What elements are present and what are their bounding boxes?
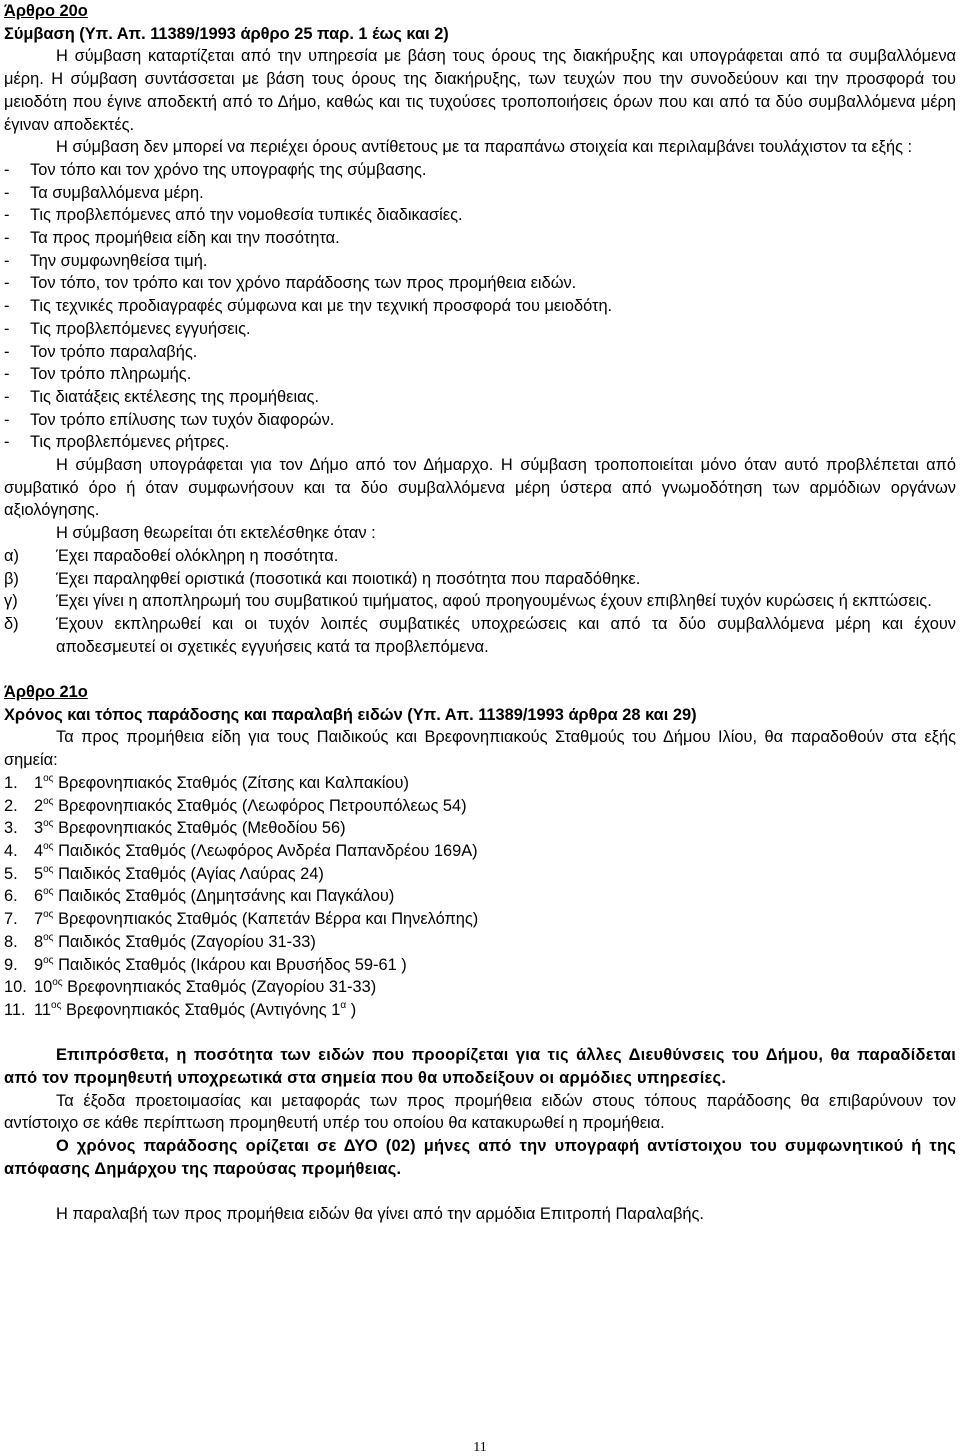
- dash-marker: -: [4, 183, 10, 202]
- dash-marker: -: [4, 251, 10, 270]
- article-21-subtitle: Χρόνος και τόπος παράδοσης και παραλαβή ειδών (Υπ. Απ. 11389/1993 άρθρα 28 και 29): [4, 705, 697, 724]
- list-item: 3. $3^{o\varsigma}$ Βρεφονηπιακός Σταθμός (Μεθοδίου 56): [4, 817, 956, 840]
- list-marker: α): [4, 546, 19, 565]
- dash-marker: -: [4, 297, 10, 316]
- list-marker: 7.: [4, 910, 18, 929]
- list-marker: 9.: [4, 955, 18, 974]
- list-item: - Τις προβλεπόμενες εγγυήσεις.: [4, 318, 956, 341]
- page-number: 11: [473, 1440, 487, 1455]
- list-item: - Τον τρόπο παραλαβής.: [4, 341, 956, 364]
- dash-marker: -: [4, 365, 10, 384]
- list-marker: 11.: [4, 1000, 26, 1019]
- list-item: α) Έχει παραδοθεί ολόκληρη η ποσότητα.: [4, 545, 956, 568]
- list-item: - Τον τρόπο πληρωμής.: [4, 363, 956, 386]
- list-item: 11. $11^{o\varsigma}$ Βρεφονηπιακός Σταθμός (Αντιγόνης $1^\alpha$ ): [4, 999, 956, 1022]
- list-item: 8. $8^{o\varsigma}$ Παιδικός Σταθμός (Ζαγορίου 31-33): [4, 931, 956, 954]
- article-21-title: Άρθρο 21ο: [4, 683, 88, 702]
- list-marker: 1.: [4, 773, 18, 792]
- article-21-intro: Τα προς προμήθεια είδη για τους Παιδικούς και Βρεφονηπιακούς Σταθμούς του Δήμου Ιλίου, θα παραδοθούν στα εξής σημεία:: [4, 728, 956, 770]
- list-item: - Τον τρόπο επίλυσης των τυχόν διαφορών.: [4, 409, 956, 432]
- article-20-paragraph-3: Η σύμβαση υπογράφεται για τον Δήμο από τον Δήμαρχο. Η σύμβαση τροποποιείται μόνο όταν αυτό προβλέπεται από συμβατικό όρο ή όταν συμφωνήσουν και τα δύο συμβαλλόμενα μέρη ύστερα από γνωμοδότηση των αρμόδιων οργάνων αξιολόγησης.: [4, 456, 956, 520]
- dash-marker: -: [4, 387, 10, 406]
- list-marker: 10.: [4, 978, 27, 997]
- list-item: - Τα συμβαλλόμενα μέρη.: [4, 182, 956, 205]
- dash-marker: -: [4, 433, 10, 452]
- list-item: 4. $4^{o\varsigma}$ Παιδικός Σταθμός (Λεωφόρος Ανδρέα Παπανδρέου 169Α): [4, 840, 956, 863]
- list-marker: 5.: [4, 864, 18, 883]
- list-marker: 3.: [4, 819, 18, 838]
- list-item: δ) Έχουν εκπληρωθεί και οι τυχόν λοιπές συμβατικές υποχρεώσεις και από τα δύο συμβαλλόμενα μέρη και έχουν αποδεσμευτεί οι σχετικές εγγυήσεις κατά τα προβλεπόμενα.: [4, 613, 956, 658]
- list-item: - Τον τόπο και τον χρόνο της υπογραφής της σύμβασης.: [4, 159, 956, 182]
- contract-terms-list: [4, 159, 956, 454]
- article-21-bold-paragraph-1: Επιπρόσθετα, η ποσότητα των ειδών που προορίζεται για τις άλλες Διευθύνσεις του Δήμου, θα παραδίδεται από τον προμηθευτή υποχρεωτικά στα σημεία που θα υποδείξουν οι αρμόδιες υπηρεσίες.: [4, 1046, 956, 1088]
- list-marker: 4.: [4, 842, 18, 860]
- dash-marker: -: [4, 160, 10, 179]
- list-item: 2. $2^{o\varsigma}$ Βρεφονηπιακός Σταθμός (Λεωφόρος Πετρουπόλεως 54): [4, 795, 956, 818]
- article-20-paragraph-1: Η σύμβαση καταρτίζεται από την υπηρεσία με βάση τους όρους της διακήρυξης και υπογράφεται από τα συμβαλλόμενα μέρη. Η σύμβαση συντάσσεται με βάση τους όρους της διακήρυξης, των τευχών που την συνοδεύουν και την προσφορά του μειοδότη που έγινε αποδεκτή από το Δήμο, καθώς και τις τυχούσες τροποποιήσεις όρων που και από τα δύο συμβαλλόμενα μέρη έγιναν αποδεκτές.: [4, 47, 956, 134]
- list-item: 10. $10^{o\varsigma}$ Βρεφονηπιακός Σταθμός (Ζαγορίου 31-33): [4, 976, 956, 999]
- list-item: - Τα προς προμήθεια είδη και την ποσότητα.: [4, 227, 956, 250]
- dash-marker: -: [4, 342, 10, 361]
- dash-marker: -: [4, 410, 10, 429]
- article-21-receipt-paragraph: Η παραλαβή των προς προμήθεια ειδών θα γίνει από την αρμόδια Επιτροπή Παραλαβής.: [56, 1205, 704, 1224]
- article-20-title: Άρθρο 20ο: [4, 2, 88, 20]
- list-item: 7. $7^{o\varsigma}$ Βρεφονηπιακός Σταθμός (Καπετάν Βέρρα και Πηνελόπης): [4, 908, 956, 931]
- list-item: 1. $1^{o\varsigma}$ Βρεφονηπιακός Σταθμός (Ζίτσης και Καλπακίου): [4, 772, 956, 795]
- dash-marker: -: [4, 319, 10, 338]
- list-marker: 6.: [4, 887, 18, 906]
- list-marker: 8.: [4, 932, 18, 951]
- list-marker: β): [4, 569, 19, 588]
- article-20-paragraph-2: Η σύμβαση δεν μπορεί να περιέχει όρους αντίθετους με τα παραπάνω στοιχεία και περιλαμβάνει τουλάχιστον τα εξής :: [56, 138, 913, 157]
- list-item: - Τον τόπο, τον τρόπο και τον χρόνο παράδοσης των προς προμήθεια ειδών.: [4, 272, 956, 295]
- list-item: 9. $9^{o\varsigma}$ Παιδικός Σταθμός (Ικάρου και Βρυσήδος 59-61 ): [4, 954, 956, 977]
- dash-marker: -: [4, 274, 10, 293]
- list-item: - Τις προβλεπόμενες από την νομοθεσία τυπικές διαδικασίες.: [4, 204, 956, 227]
- article-21-costs-paragraph: Τα έξοδα προετοιμασίας και μεταφοράς των προς προμήθεια ειδών στους τόπους παράδοσης θα επιβαρύνουν τον αντίστοιχο σε κάθε περίπτωση προμηθευτή υπέρ του οποίου θα κατακυρωθεί η προμήθεια.: [4, 1091, 956, 1133]
- list-marker: 2.: [4, 796, 18, 815]
- list-item: 6. $6^{o\varsigma}$ Παιδικός Σταθμός (Δημητσάνης και Παγκάλου): [4, 885, 956, 908]
- list-item: - Τις διατάξεις εκτέλεσης της προμήθειας.: [4, 386, 956, 409]
- list-item: β) Έχει παραληφθεί οριστικά (ποσοτικά και ποιοτικά) η ποσότητα που παραδόθηκε.: [4, 568, 956, 591]
- article-20-subtitle: Σύμβαση (Υπ. Απ. 11389/1993 άρθρο 25 παρ. 1 έως και 2): [4, 24, 449, 43]
- delivery-stations-list: [4, 772, 956, 1022]
- completion-conditions-list: [4, 545, 956, 659]
- list-item: - Την συμφωνηθείσα τιμή.: [4, 250, 956, 273]
- dash-marker: -: [4, 229, 10, 248]
- list-item: 5. $5^{o\varsigma}$ Παιδικός Σταθμός (Αγίας Λαύρας 24): [4, 863, 956, 886]
- list-marker: γ): [4, 592, 18, 611]
- article-21-bold-paragraph-2: Ο χρόνος παράδοσης ορίζεται σε ΔΥΟ (02) μήνες από την υπογραφή αντίστοιχου του συμφωνητικού ή της απόφασης Δημάρχου της παρούσας προμήθειας.: [4, 1137, 956, 1178]
- list-item: γ) Έχει γίνει η αποπληρωμή του συμβατικού τιμήματος, αφού προηγουμένως έχουν επιβληθεί τυχόν κυρώσεις ή εκπτώσεις.: [4, 590, 956, 613]
- list-marker: δ): [4, 614, 19, 633]
- list-item: - Τις προβλεπόμενες ρήτρες.: [4, 431, 956, 454]
- list-item: - Τις τεχνικές προδιαγραφές σύμφωνα και με την τεχνική προσφορά του μειοδότη.: [4, 295, 956, 318]
- article-20-paragraph-4: Η σύμβαση θεωρείται ότι εκτελέσθηκε όταν :: [56, 524, 376, 543]
- dash-marker: -: [4, 206, 10, 225]
